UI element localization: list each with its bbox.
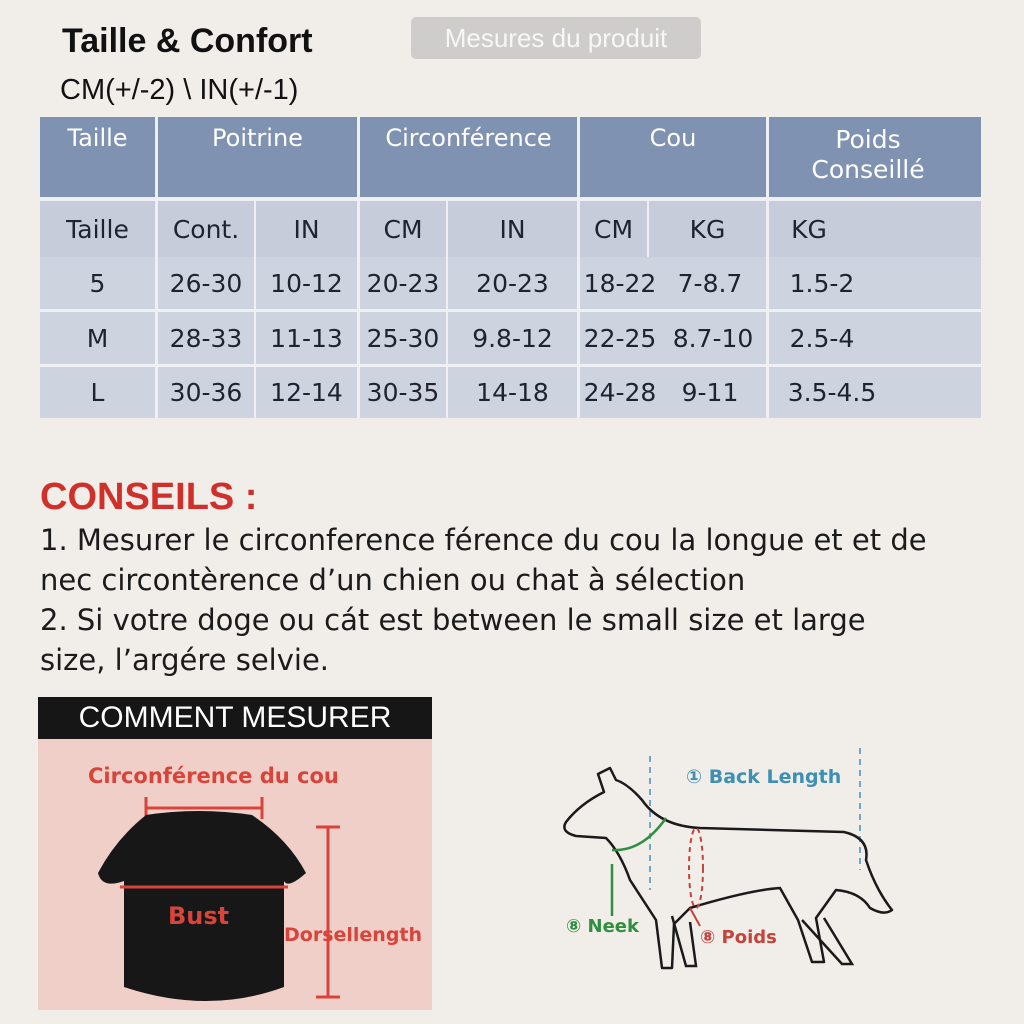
- conseils-line: size, l’argére selvie.: [40, 643, 330, 677]
- cell-value: 10-12: [270, 268, 343, 298]
- cell-size: M: [86, 323, 109, 353]
- header-poids-conseille: Poids Conseillé: [811, 125, 925, 184]
- conseils-line: 1. Mesurer le circonference férence du cou la longue et et de: [40, 523, 927, 557]
- cell-value: 1.5-2: [789, 268, 855, 298]
- header-taille: Taille: [67, 124, 128, 152]
- conseils-line: nec circontèrence d’un chien ou chat à sélection: [40, 563, 746, 597]
- neck-text: Neek: [587, 916, 639, 937]
- subheader-circ-cm: CM: [383, 214, 423, 244]
- cell-value: 25-30: [366, 323, 440, 353]
- size-table: [40, 117, 981, 418]
- subheader-cou-kg: KG: [689, 214, 726, 244]
- poids-pointer: [690, 908, 700, 926]
- poids-text: Poids: [721, 927, 777, 948]
- header-circonference: Circonférence: [385, 124, 552, 152]
- page-title: Taille & Confort: [62, 22, 313, 60]
- cell-value: 2.5-4: [789, 323, 855, 353]
- cell-size: 5: [89, 268, 106, 298]
- cell-value: 22-25: [583, 323, 657, 353]
- cell-value: 24-28: [583, 378, 657, 407]
- cell-value: 9-11: [681, 378, 739, 407]
- cell-value: 30-36: [169, 378, 243, 407]
- cell-value: 18-22: [583, 268, 657, 298]
- back-length-number: ①: [686, 766, 703, 788]
- how-to-measure-banner: COMMENT MESURER: [38, 697, 432, 739]
- cell-value: 8.7-10: [672, 323, 754, 353]
- neck-circumference-label: Circonférence du cou: [88, 764, 339, 788]
- bust-label: Bust: [168, 902, 230, 930]
- conseils-line: 2. Si votre doge ou cát est between le small size et large: [40, 603, 866, 637]
- cell-value: 26-30: [169, 268, 243, 298]
- subheader-poids-kg: KG: [791, 214, 827, 244]
- cell-value: 20-23: [366, 268, 440, 298]
- cell-size: L: [90, 378, 105, 407]
- length-label: Dorsellength: [284, 924, 423, 946]
- cell-value: 3.5-4.5: [787, 378, 877, 407]
- cell-value: 14-18: [476, 378, 549, 407]
- cell-value: 20-23: [476, 268, 549, 298]
- subheader-cou-cm: CM: [593, 214, 634, 244]
- cell-value: 7-8.7: [677, 268, 743, 298]
- cell-value: 9.8-12: [472, 323, 553, 353]
- chest-marker: [689, 828, 703, 908]
- subheader-cont: Cont.: [172, 214, 240, 244]
- poids-number: ⑧: [700, 927, 716, 948]
- how-to-measure-panel: [38, 739, 432, 1010]
- header-poitrine: Poitrine: [212, 124, 303, 152]
- conseils-heading: CONSEILS :: [40, 476, 258, 518]
- back-length-text: Back Length: [708, 766, 842, 788]
- cell-value: 28-33: [169, 323, 243, 353]
- cell-value: 11-13: [270, 323, 343, 353]
- subheader-poitrine-in: IN: [293, 214, 320, 244]
- subheader-taille: Taille: [66, 214, 129, 244]
- neck-label: [566, 916, 639, 937]
- cell-value: 12-14: [270, 378, 343, 407]
- back-length-label: [686, 766, 841, 788]
- header-cou: Cou: [649, 124, 697, 152]
- cell-value: 30-35: [366, 378, 440, 407]
- neck-number: ⑧: [566, 916, 582, 937]
- product-measures-tag: Mesures du produit: [411, 17, 701, 59]
- poids-label: [700, 927, 777, 948]
- units-subtitle: CM(+/-2) \ IN(+/-1): [60, 74, 299, 106]
- neck-marker: [612, 818, 666, 850]
- subheader-circ-in: IN: [499, 214, 526, 244]
